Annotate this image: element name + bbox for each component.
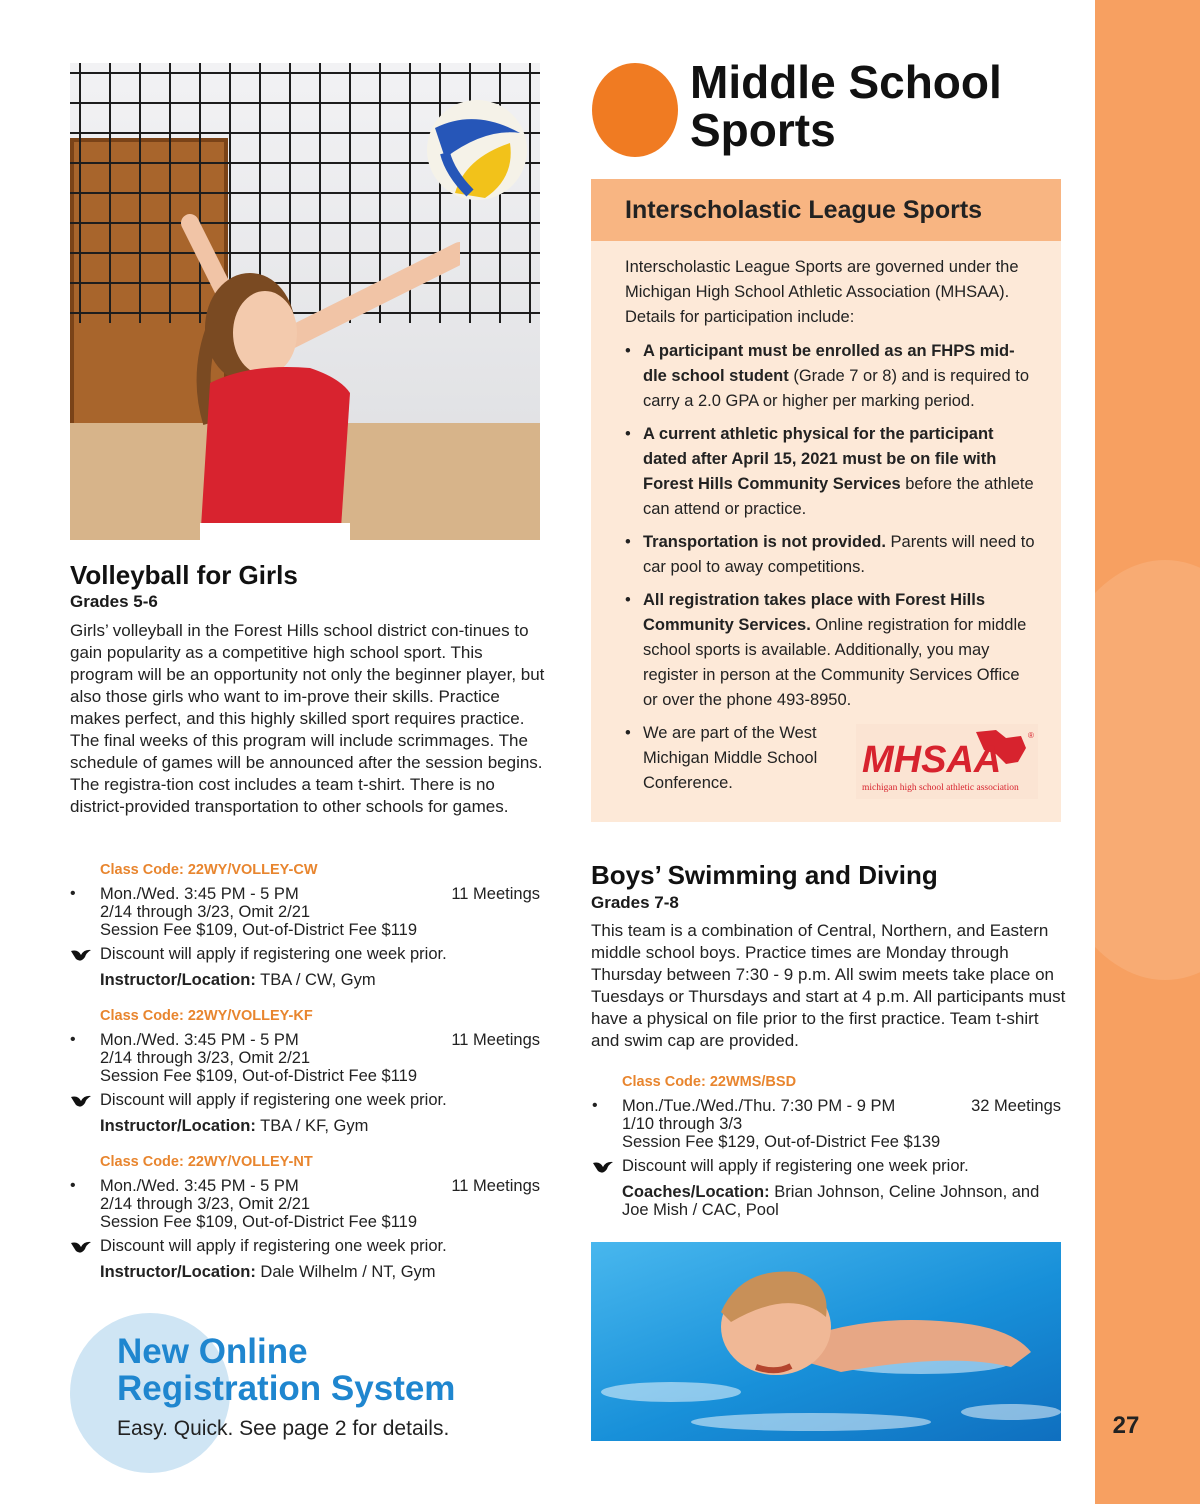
volleyball-grades: Grades 5-6 bbox=[70, 592, 158, 611]
class-code[interactable]: Class Code: 22WY/VOLLEY-CW bbox=[100, 862, 318, 878]
interscholastic-header bbox=[591, 179, 1061, 241]
session-fee: Session Fee $129, Out-of-District Fee $139 bbox=[622, 1133, 941, 1151]
session-volley-cw: Class Code: 22WY/VOLLEY-CW • Mon./Wed. 3:45 PM - 5 PM 11 Meetings 2/14 through 3/23, Omit 2/21 Session Fee $109, Out-of-District Fee $119 Discount will apply if registering one week prior. Instructor/Location: TBA / CW, Gym bbox=[70, 862, 540, 989]
volleyball-title: Volleyball for Girls bbox=[70, 560, 298, 590]
class-code[interactable]: Class Code: 22WMS/BSD bbox=[622, 1074, 797, 1090]
session-days-time: Mon./Tue./Wed./Thu. 7:30 PM - 9 PM bbox=[622, 1097, 896, 1115]
session-days-time: Mon./Wed. 3:45 PM - 5 PM bbox=[100, 1031, 299, 1049]
session-discount: Discount will apply if registering one week prior. bbox=[100, 1091, 447, 1109]
promo-title[interactable] bbox=[117, 1333, 455, 1407]
coaches-label: Coaches/Location: bbox=[622, 1183, 770, 1201]
session-discount: Discount will apply if registering one week prior. bbox=[100, 945, 447, 963]
coaches-value: Brian Johnson, Celine Johnson, and Joe Mish / CAC, Pool bbox=[622, 1183, 1040, 1219]
interscholastic-box bbox=[591, 179, 1061, 822]
svg-text:MHSAA: MHSAA bbox=[862, 739, 1002, 781]
discount-bird-icon bbox=[70, 1093, 92, 1109]
session-dates: 2/14 through 3/23, Omit 2/21 bbox=[100, 903, 311, 921]
list-item: • A current athletic physical for the participant dated after April 15, 2021 must be on file with Forest Hills Community Services before the athlete can attend or practice. bbox=[625, 422, 1035, 522]
session-swimming: Class Code: 22WMS/BSD • Mon./Tue./Wed./Thu. 7:30 PM - 9 PM 32 Meetings 1/10 through 3/3 Session Fee $129, Out-of-District Fee $139 Discount will apply if registering one week prior. Coaches/Location: Brian Johnson, Celine Johnson, and Joe Mish / CAC, Pool bbox=[592, 1074, 1061, 1219]
list-item: • We are part of the West Michigan Middle School Conference. bbox=[625, 721, 853, 796]
promo-title-line2: Registration System bbox=[117, 1369, 456, 1408]
interscholastic-intro: Interscholastic League Sports are governed under the Michigan High School Athletic Association (MHSAA). Details for participation include: bbox=[625, 258, 1019, 326]
instructor-label: Instructor/Location: bbox=[100, 1263, 256, 1281]
instructor-label: Instructor/Location: bbox=[100, 1117, 256, 1135]
volleyball-photo bbox=[70, 63, 540, 540]
page-title-line1: Middle School bbox=[690, 56, 1002, 108]
session-discount: Discount will apply if registering one week prior. bbox=[622, 1157, 969, 1175]
svg-text:®: ® bbox=[1028, 731, 1034, 740]
orange-circle-icon bbox=[592, 63, 678, 157]
session-fee: Session Fee $109, Out-of-District Fee $119 bbox=[100, 1213, 418, 1231]
session-meetings: 11 Meetings bbox=[451, 1031, 540, 1049]
volleyball-description: Girls’ volleyball in the Forest Hills school district con-tinues to gain popularity as a competitive high school sport. This program will be an opportunity not only the beginner player, but also those girls who want to im-prove their skills. Practice makes perfect, and this highly skilled sport requires practice. The final weeks of this program will include scrimmages. The schedule of games will be announced after the session begins. The registra-tion cost includes a team t-shirt. There is no district-provided transportation to other schools for games. bbox=[70, 621, 545, 816]
page-number: 27 bbox=[1112, 1412, 1140, 1439]
session-discount: Discount will apply if registering one week prior. bbox=[100, 1237, 447, 1255]
session-fee: Session Fee $109, Out-of-District Fee $119 bbox=[100, 1067, 418, 1085]
promo-title-line1: New Online bbox=[117, 1332, 308, 1371]
instructor-label: Instructor/Location: bbox=[100, 971, 256, 989]
session-meetings: 11 Meetings bbox=[451, 1177, 540, 1195]
session-volley-nt: Class Code: 22WY/VOLLEY-NT • Mon./Wed. 3:45 PM - 5 PM 11 Meetings 2/14 through 3/23, Omit 2/21 Session Fee $109, Out-of-District Fee $119 Discount will apply if registering one week prior. Instructor/Location: Dale Wilhelm / NT, Gym bbox=[70, 1154, 540, 1281]
session-days-time: Mon./Wed. 3:45 PM - 5 PM bbox=[100, 1177, 299, 1195]
discount-bird-icon bbox=[70, 1239, 92, 1255]
session-dates: 2/14 through 3/23, Omit 2/21 bbox=[100, 1195, 311, 1213]
class-code[interactable]: Class Code: 22WY/VOLLEY-KF bbox=[100, 1008, 313, 1024]
instructor-value: TBA / KF, Gym bbox=[255, 1117, 369, 1135]
mhsaa-logo bbox=[856, 724, 1038, 799]
swimming-title: Boys’ Swimming and Diving bbox=[591, 860, 938, 890]
swimming-description: This team is a combination of Central, Northern, and Eastern middle school boys. Practice times are Monday through Thursday between 7:30 - 9 p.m. All swim meets take place on Tuesdays or Thursdays and start at 4 p.m. All participants must have a physical on file prior to the first practice. Team t-shirt and swim cap are provided. bbox=[591, 921, 1066, 1050]
page-title-line2: Sports bbox=[690, 104, 836, 156]
instructor-value: Dale Wilhelm / NT, Gym bbox=[255, 1263, 436, 1281]
svg-text:michigan high school athletic: michigan high school athletic association bbox=[862, 783, 1019, 793]
session-meetings: 11 Meetings bbox=[451, 885, 540, 903]
instructor-value: TBA / CW, Gym bbox=[255, 971, 376, 989]
session-days-time: Mon./Wed. 3:45 PM - 5 PM bbox=[100, 885, 299, 903]
session-volley-kf: Class Code: 22WY/VOLLEY-KF • Mon./Wed. 3:45 PM - 5 PM 11 Meetings 2/14 through 3/23, Omit 2/21 Session Fee $109, Out-of-District Fee $119 Discount will apply if registering one week prior. Instructor/Location: TBA / KF, Gym bbox=[70, 1008, 540, 1135]
side-strip bbox=[1095, 0, 1200, 1504]
session-fee: Session Fee $109, Out-of-District Fee $119 bbox=[100, 921, 418, 939]
interscholastic-title: Interscholastic League Sports bbox=[625, 196, 983, 224]
list-item: • A participant must be enrolled as an FHPS mid-dle school student (Grade 7 or 8) and is required to carry a 2.0 GPA or higher per marking period. bbox=[625, 339, 1035, 414]
discount-bird-icon bbox=[592, 1159, 614, 1175]
list-item: • All registration takes place with Forest Hills Community Services. Online registration for middle school sports is available. Additionally, you may register in person at the Community Services Office or over the phone 493-8950. bbox=[625, 588, 1035, 713]
discount-bird-icon bbox=[70, 947, 92, 963]
session-dates: 1/10 through 3/3 bbox=[622, 1115, 743, 1133]
session-meetings: 32 Meetings bbox=[971, 1097, 1061, 1115]
swimming-photo bbox=[591, 1242, 1061, 1441]
list-item: • Transportation is not provided. Parents will need to car pool to away competitions. bbox=[625, 530, 1035, 580]
class-code[interactable]: Class Code: 22WY/VOLLEY-NT bbox=[100, 1154, 313, 1170]
swimming-grades: Grades 7-8 bbox=[591, 893, 679, 912]
session-dates: 2/14 through 3/23, Omit 2/21 bbox=[100, 1049, 311, 1067]
promo-subtitle: Easy. Quick. See page 2 for details. bbox=[117, 1417, 450, 1440]
page-title bbox=[690, 58, 1002, 154]
